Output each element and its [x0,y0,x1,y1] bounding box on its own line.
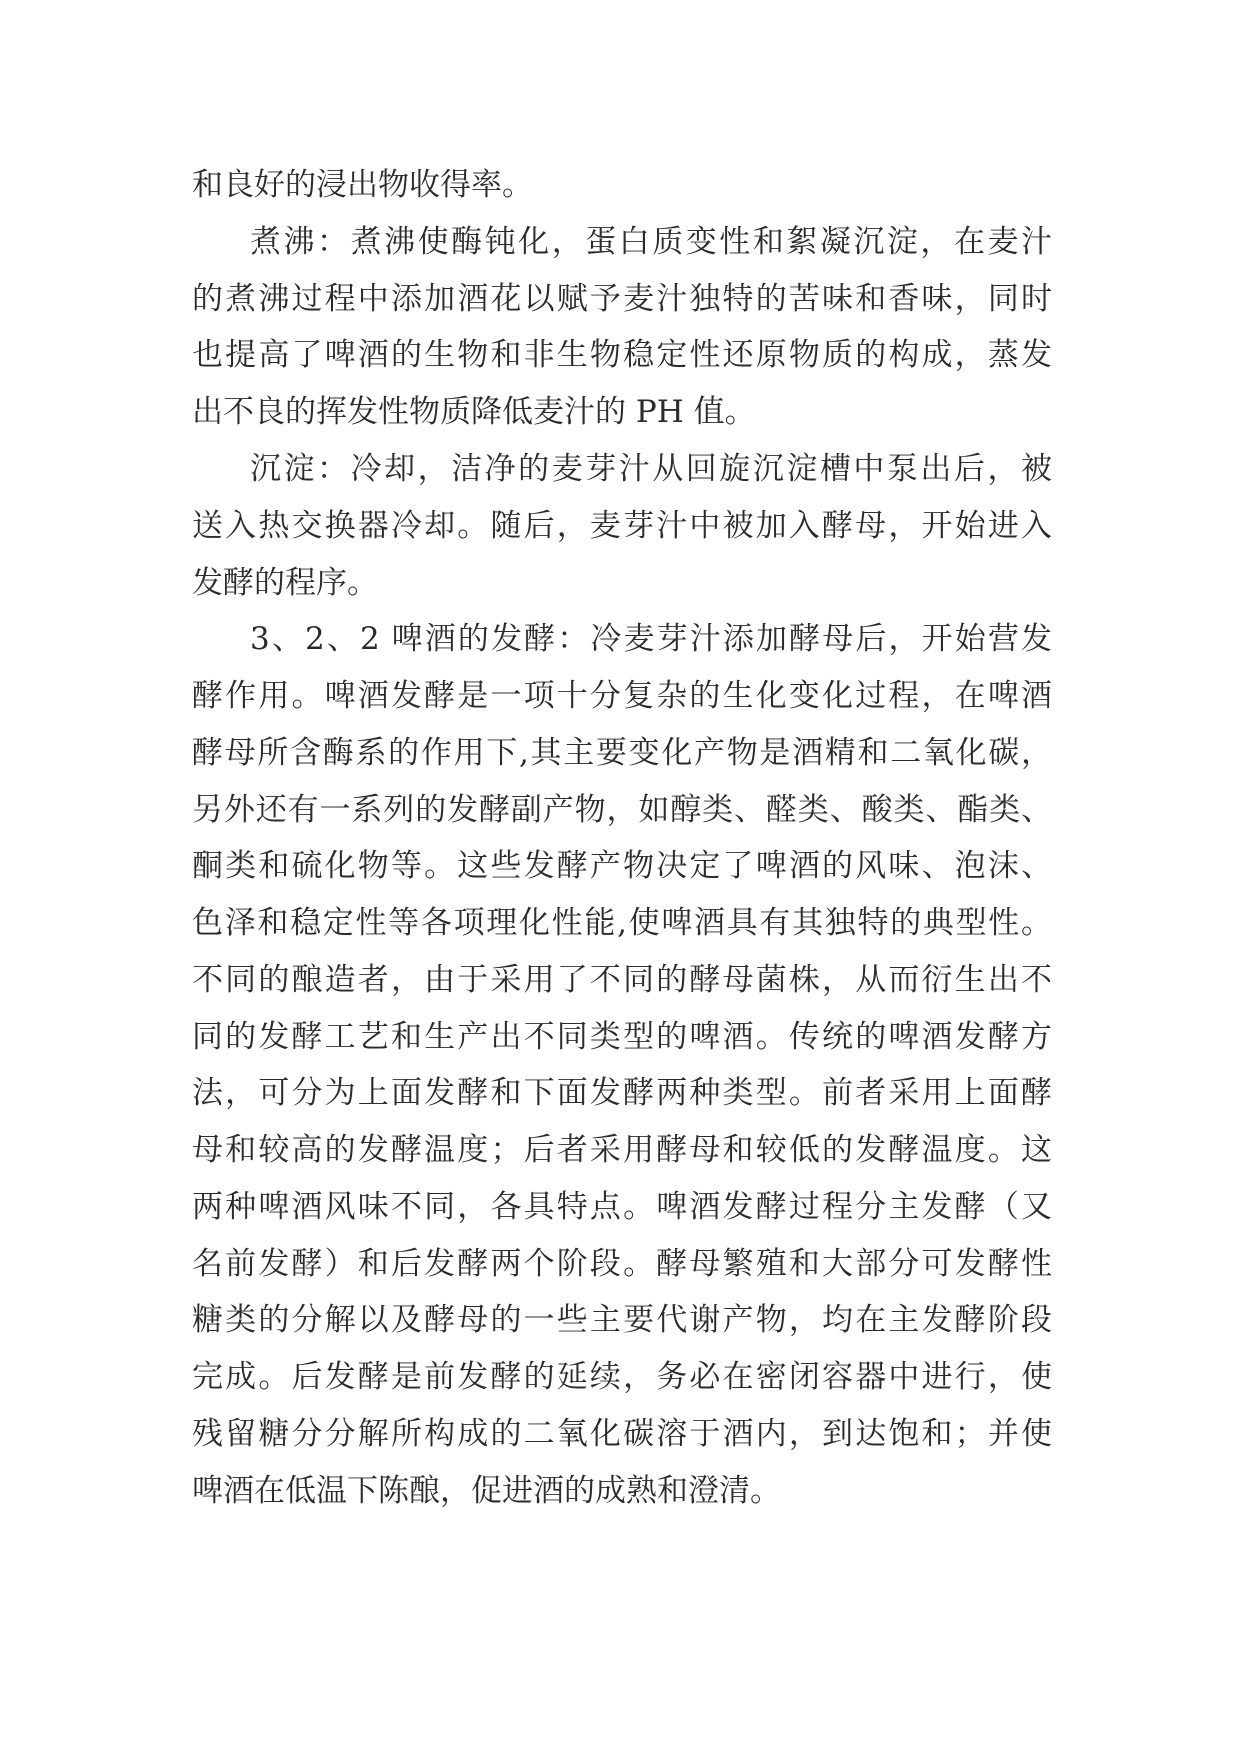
paragraph-line: 色泽和稳定性等各项理化性能,使啤酒具有其独特的典型性。 [192,905,1052,941]
paragraph-line: 法，可分为上面发酵和下面发酵两种类型。前者采用上面酵 [192,1075,1052,1111]
paragraph-line: 酵作用。啤酒发酵是一项十分复杂的生化变化过程，在啤酒 [192,678,1052,714]
paragraph-line: 也提高了啤酒的生物和非生物稳定性还原物质的构成，蒸发 [192,337,1052,373]
paragraph-line: 3、2、2 啤酒的发酵：冷麦芽汁添加酵母后，开始营发 [250,621,1052,657]
paragraph-line: 的煮沸过程中添加酒花以赋予麦汁独特的苦味和香味，同时 [192,281,1052,317]
paragraph-line: 和良好的浸出物收得率。 [192,167,533,203]
paragraph-line: 不同的酿造者，由于采用了不同的酵母菌株，从而衍生出不 [192,962,1052,998]
paragraph-line: 沉淀：冷却，洁净的麦芽汁从回旋沉淀槽中泵出后，被 [250,451,1052,487]
paragraph-line: 完成。后发酵是前发酵的延续，务必在密闭容器中进行，使 [192,1359,1052,1395]
paragraph-line: 残留糖分分解所构成的二氧化碳溶于酒内，到达饱和；并使 [192,1416,1052,1452]
paragraph-line: 另外还有一系列的发酵副产物，如醇类、醛类、酸类、酯类、 [192,792,1052,828]
paragraph-line: 发酵的程序。 [192,565,378,601]
paragraph-line: 送入热交换器冷却。随后，麦芽汁中被加入酵母，开始进入 [192,508,1052,544]
paragraph-line: 名前发酵）和后发酵两个阶段。酵母繁殖和大部分可发酵性 [192,1246,1052,1282]
paragraph-line: 酮类和硫化物等。这些发酵产物决定了啤酒的风味、泡沫、 [192,848,1052,884]
paragraph-line: 酵母所含酶系的作用下,其主要变化产物是酒精和二氧化碳， [192,735,1052,771]
paragraph-line: 啤酒在低温下陈酿，促进酒的成熟和澄清。 [192,1473,781,1509]
paragraph-line: 出不良的挥发性物质降低麦汁的 PH 值。 [192,394,756,430]
paragraph-line: 母和较高的发酵温度；后者采用酵母和较低的发酵温度。这 [192,1132,1052,1168]
paragraph-line: 糖类的分解以及酵母的一些主要代谢产物，均在主发酵阶段 [192,1302,1052,1338]
paragraph-line: 煮沸：煮沸使酶钝化，蛋白质变性和絮凝沉淀，在麦汁 [250,224,1052,260]
paragraph-line: 两种啤酒风味不同，各具特点。啤酒发酵过程分主发酵（又 [192,1189,1052,1225]
paragraph-line: 同的发酵工艺和生产出不同类型的啤酒。传统的啤酒发酵方 [192,1019,1052,1055]
